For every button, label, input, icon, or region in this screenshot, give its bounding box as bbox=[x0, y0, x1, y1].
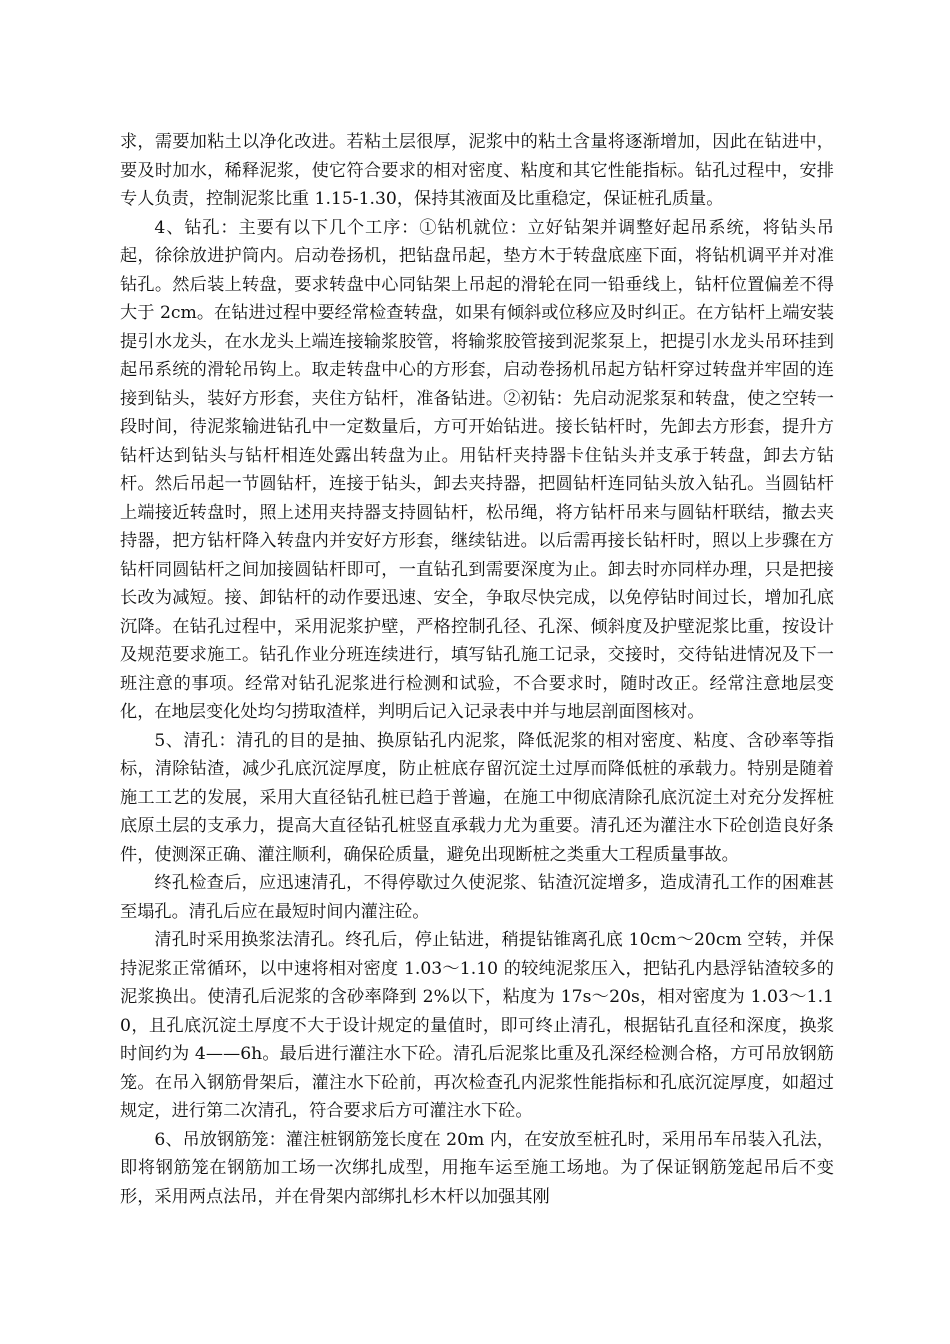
document-body bbox=[120, 128, 834, 1211]
paragraph-final-hole-check: 终孔检查后，应迅速清孔，不得停歇过久使泥浆、钻渣沉淀增多，造成清孔工作的困难甚至塌孔。清孔后应在最短时间内灌注砼。 bbox=[120, 873, 834, 922]
paragraph-rebar-cage: 6、吊放钢筋笼：灌注桩钢筋笼长度在 20m 内，在安放至桩孔时，采用吊车吊装入孔法，即将钢筋笼在钢筋加工场一次绑扎成型，用拖车运至施工场地。为了保证钢筋笼起吊后不变形，采用两点法吊，并在骨架内部绑扎杉木杆以加强其刚 bbox=[120, 1129, 834, 1207]
paragraph-drilling: 4、钻孔：主要有以下几个工序：①钻机就位：立好钻架并调整好起吊系统，将钻头吊起，徐徐放进护筒内。启动卷扬机，把钻盘吊起，垫方木于转盘底座下面，将钻机调平并对准钻孔。然后装上转盘，要求转盘中心同钻架上吊起的滑轮在同一铅垂线上，钻杆位置偏差不得大于 2cm。在钻进过程中要经常检查转盘，如果有倾斜或位移应及时纠正。在方钻杆上端安装提引水龙头，在水龙头上端连接输浆胶管，将输浆胶管接到泥浆泵上，把提引水龙头吊环挂到起吊系统的滑轮吊钩上。取走转盘中心的方形套，启动卷扬机吊起方钻杆穿过转盘并牢固的连接到钻头，装好方形套，夹住方钻杆，准备钻进。②初钻：先启动泥浆泵和转盘，使之空转一段时间，待泥浆输进钻孔中一定数量后，方可开始钻进。接长钻杆时，先卸去方形套，提升方钻杆达到钻头与钻杆相连处露出转盘为止。用钻杆夹持器卡住钻头并支承于转盘，卸去方钻杆。然后吊起一节圆钻杆，连接于钻头，卸去夹持器，把圆钻杆连同钻头放入钻孔。当圆钻杆上端接近转盘时，照上述用夹持器支持圆钻杆，松吊绳，将方钻杆吊来与圆钻杆联结，撤去夹持器，把方钻杆降入转盘内并安好方形套，继续钻进。以后需再接长钻杆时，照以上步骤在方钻杆同圆钻杆之间加接圆钻杆即可，一直钻孔到需要深度为止。卸去时亦同样办理，只是把接长改为减短。接、卸钻杆的动作要迅速、安全，争取尽快完成，以免停钻时间过长，增加孔底沉降。在钻孔过程中，采用泥浆护壁，严格控制孔径、孔深、倾斜度及护壁泥浆比重，按设计及规范要求施工。钻孔作业分班连续进行，填写钻孔施工记录，交接时，交待钻进情况及下一班注意的事项。经常对钻孔泥浆进行检测和试验，不合要求时，随时改正。经常注意地层变化，在地层变化处均匀捞取渣样，判明后记入记录表中并与地层剖面图核对。 bbox=[120, 217, 834, 722]
paragraph-slurry-replacement: 清孔时采用换浆法清孔。终孔后，停止钻进，稍提钻锥离孔底 10cm～20cm 空转，并保持泥浆正常循环，以中速将相对密度 1.03～1.10 的较纯泥浆压入，把钻孔内悬浮钻渣较多的泥浆换出。使清孔后泥浆的含砂率降到 2%以下，粘度为 17s～20s，相对密度为 1.03～1.10，且孔底沉淀土厚度不大于设计规定的量值时，即可终止清孔，根据钻孔直径和深度，换浆时间约为 4——6h。最后进行灌注水下砼。清孔后泥浆比重及孔深经检测合格，方可吊放钢筋笼。在吊入钢筋骨架后，灌注水下砼前，再次检查孔内泥浆性能指标和孔底沉淀厚度，如超过规定，进行第二次清孔，符合要求后方可灌注水下砼。 bbox=[120, 930, 834, 1121]
paragraph-hole-cleaning: 5、清孔：清孔的目的是抽、换原钻孔内泥浆，降低泥浆的相对密度、粘度、含砂率等指标，清除钻渣，减少孔底沉淀厚度，防止桩底存留沉淀土过厚而降低桩的承载力。特别是随着施工工艺的发展，采用大直径钻孔桩已趋于普遍，在施工中彻底清除孔底沉淀土对充分发挥桩底原土层的支承力，提高大直径钻孔桩竖直承载力尤为重要。清孔还为灌注水下砼创造良好条件，使测深正确、灌注顺利，确保砼质量，避免出现断桩之类重大工程质量事故。 bbox=[120, 730, 834, 865]
paragraph-continuation: 求，需要加粘土以净化改进。若粘土层很厚，泥浆中的粘土含量将逐渐增加，因此在钻进中，要及时加水，稀释泥浆，使它符合要求的相对密度、粘度和其它性能指标。钻孔过程中，安排专人负责，控制泥浆比重 1.15-1.30，保持其液面及比重稳定，保证桩孔质量。 bbox=[120, 132, 834, 209]
